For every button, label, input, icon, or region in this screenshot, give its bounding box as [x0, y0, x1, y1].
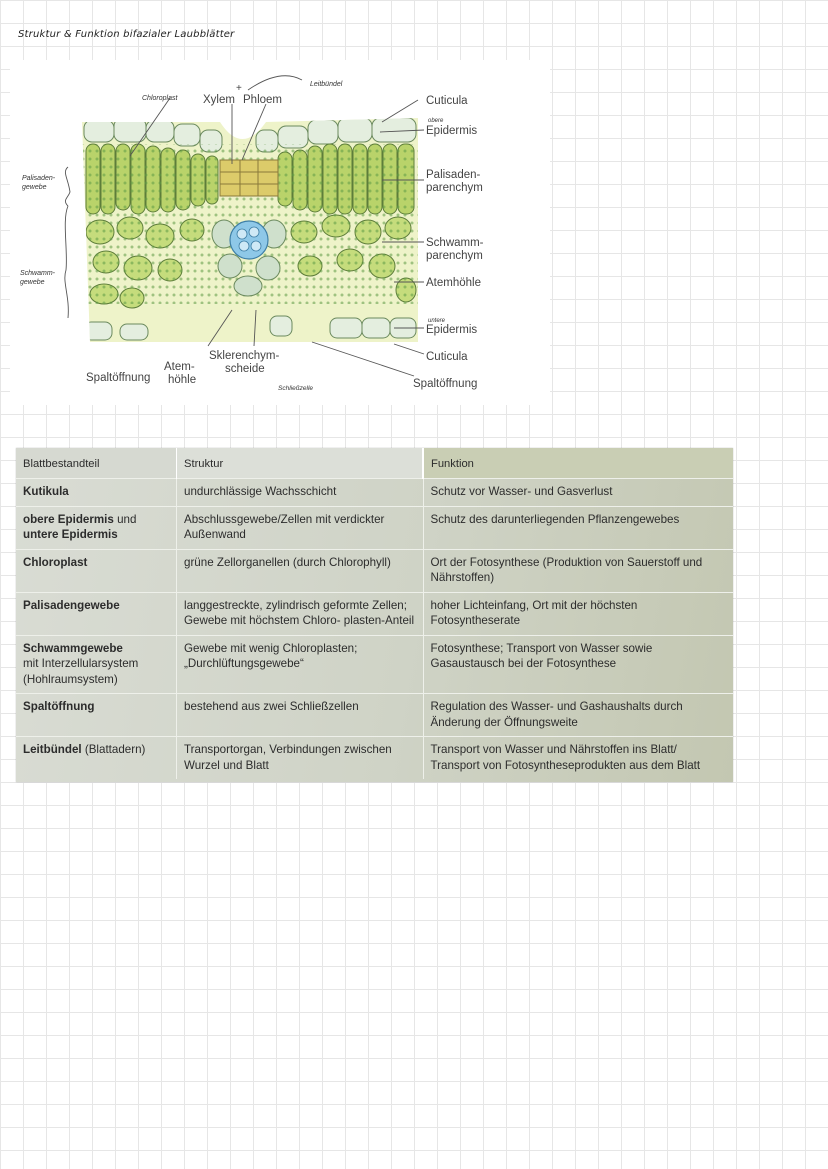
- row-structure: undurchlässige Wachsschicht: [177, 479, 424, 507]
- label-skler-2: scheide: [225, 363, 265, 375]
- table-row: [16, 737, 733, 780]
- row-part-extra: (Blattadern): [81, 743, 146, 756]
- row-structure: Abschlussgewebe/Zellen mit verdickter Außenwand: [177, 506, 424, 549]
- label-schwamm-1: Schwamm-: [426, 237, 484, 249]
- label-spaltoeffnung-left: Spaltöffnung: [86, 372, 151, 384]
- label-epidermis-top: Epidermis: [426, 125, 478, 137]
- header-funktion: Funktion: [423, 448, 733, 479]
- header-struktur: Struktur: [177, 448, 424, 479]
- hw-obere: obere: [428, 118, 444, 124]
- label-schwamm-2: parenchym: [426, 250, 483, 262]
- row-part-line2: untere Epidermis: [23, 528, 118, 541]
- row-part: Kutikula: [23, 485, 69, 498]
- row-function: Fotosynthese; Transport von Wasser sowie Gasaustausch bei der Fotosynthese: [423, 635, 733, 694]
- hw-palisaden-2: gewebe: [22, 184, 47, 191]
- table-row: [16, 635, 733, 694]
- label-spaltoeffnung-right: Spaltöffnung: [413, 378, 478, 390]
- table-row: [16, 694, 733, 737]
- hw-chloroplast: Chloroplast: [142, 95, 178, 102]
- table-row: [16, 506, 733, 549]
- hw-untere: untere: [428, 318, 446, 324]
- row-structure: Gewebe mit wenig Chloroplasten; „Durchlüftungsgewebe“: [177, 635, 424, 694]
- label-palisaden-2: parenchym: [426, 182, 483, 194]
- label-epidermis-bottom: Epidermis: [426, 324, 478, 336]
- row-part: Spaltöffnung: [23, 700, 95, 713]
- row-part: Leitbündel: [23, 743, 82, 756]
- label-xylem: Xylem: [203, 94, 235, 106]
- row-function: Ort der Fotosynthese (Produktion von Sauerstoff und Nährstoffen): [423, 549, 733, 592]
- label-cuticula-bottom: Cuticula: [426, 351, 468, 363]
- hw-palisaden-1: Palisaden-: [22, 175, 56, 182]
- hw-schwamm-1: Schwamm-: [20, 270, 56, 277]
- table-row: [16, 479, 733, 507]
- row-structure: Transportorgan, Verbindungen zwischen Wurzel und Blatt: [177, 737, 424, 780]
- hw-schliesszelle: Schließzelle: [278, 385, 314, 392]
- note-title: Struktur & Funktion bifazialer Laubblätter: [18, 29, 235, 40]
- label-atem-2: höhle: [168, 374, 197, 386]
- row-part: obere Epidermis: [23, 512, 114, 526]
- label-palisaden-1: Palisaden-: [426, 169, 481, 181]
- header-blattbestandteil: Blattbestandteil: [16, 448, 177, 479]
- row-function: Regulation des Wasser- und Gashaushalts durch Änderung der Öffnungsweite: [423, 694, 733, 737]
- leaf-cross-section-diagram: [10, 60, 550, 405]
- label-cuticula-top: Cuticula: [426, 95, 468, 107]
- row-part: Chloroplast: [23, 555, 88, 569]
- row-function: hoher Lichteinfang, Ort mit der höchsten Fotosyntheserate: [423, 592, 733, 635]
- row-part: Schwammgewebe: [23, 641, 123, 655]
- row-part: Palisadengewebe: [23, 598, 120, 612]
- row-structure: bestehend aus zwei Schließzellen: [177, 694, 424, 737]
- hw-schwamm-2: gewebe: [20, 279, 45, 286]
- row-function: Schutz des darunterliegenden Pflanzengewebes: [423, 506, 733, 549]
- label-atem-1: Atem-: [164, 361, 195, 373]
- table-row: [16, 549, 733, 592]
- table-row: [16, 592, 733, 635]
- row-function: Transport von Wasser und Nährstoffen ins Blatt/ Transport von Fotosyntheseprodukten aus dem Blatt: [423, 737, 733, 780]
- row-structure: langgestreckte, zylindrisch geformte Zellen; Gewebe mit höchstem Chloro- plasten-Anteil: [177, 592, 424, 635]
- label-phloem: Phloem: [243, 94, 282, 106]
- label-atemhoehle-right: Atemhöhle: [426, 277, 481, 289]
- row-function: Schutz vor Wasser- und Gasverlust: [423, 479, 733, 507]
- label-skler-1: Sklerenchym-: [209, 350, 280, 362]
- leaf-components-table: [16, 448, 733, 782]
- row-part-extra: und: [113, 512, 137, 526]
- row-part-line2: mit Interzellularsystem (Hohlraumsystem): [23, 657, 139, 686]
- row-structure: grüne Zellorganellen (durch Chlorophyll): [177, 549, 424, 592]
- label-plus: +: [236, 83, 242, 94]
- hw-leitbuendel: Leitbündel: [310, 81, 343, 88]
